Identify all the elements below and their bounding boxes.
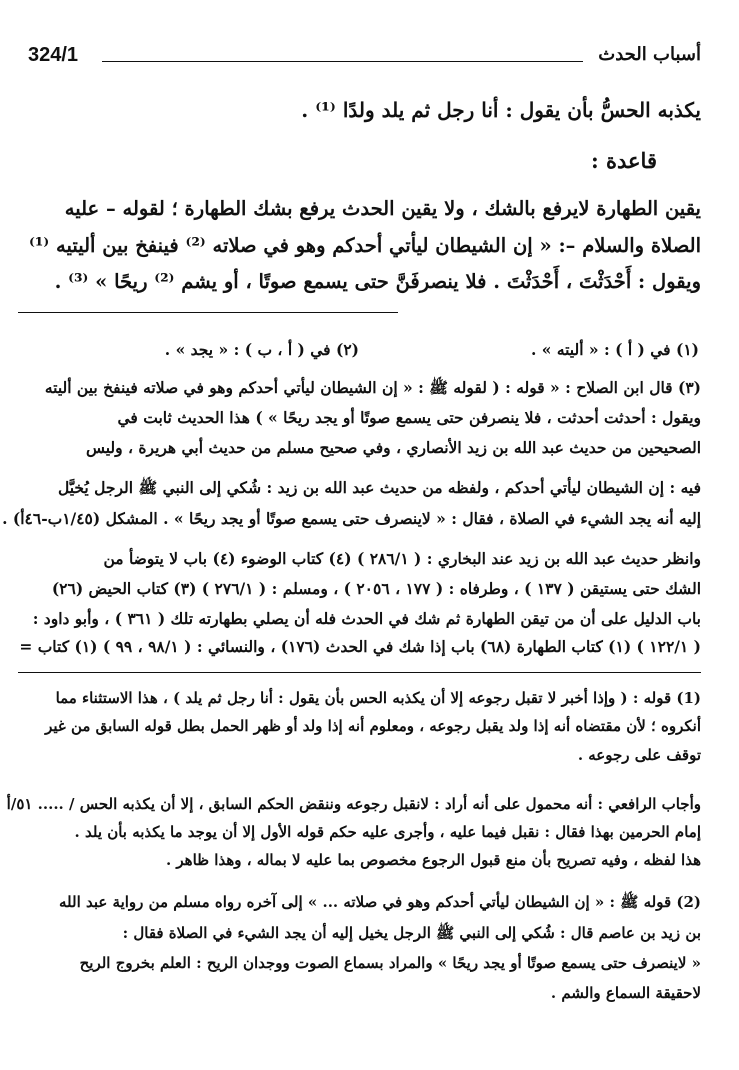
main-text-line-1: يكذبه الحسُّ بأن يقول : أنا رجل ثم يلد ولدًا ⁽¹⁾ .	[301, 98, 701, 122]
commentary-line: إمام الحرمين بهذا فقال : نقبل فيما عليه ، وأجرى عليه حكم قوله الأول إلا أن يوجد ما يكذبه بأن يلد .	[74, 823, 701, 841]
page-number: 324/1	[28, 44, 79, 66]
commentary-line: (2) قوله ﷺ : « إن الشيطان ليأتي أحدكم وهو في صلاته ... » إلى آخره رواه مسلم من رواية عبد الله	[58, 893, 701, 911]
editor-note-line: ( ١٢٢/١ ) (١) كتاب الطهارة (٦٨) باب إذا شك في الحدث (١٧٦) ، والنسائي : ( ٩٨/١ ، ٩٩ ) (١) كتاب =	[19, 637, 701, 656]
commentary-line: توقف على رجوعه .	[577, 746, 701, 764]
editor-note-line: الشك حتى يستيقن ( ١٣٧ ) ، وطرفاه : ( ١٧٧ ، ٢٠٥٦ ) ، ومسلم : ( ٢٧٦/١ ) (٣) كتاب الحيض (٢٦)	[51, 579, 701, 598]
footnote-separator	[18, 312, 398, 313]
editor-note-line: ويقول : أحدثت أحدثت ، فلا ينصرفن حتى يسمع صوتًا أو يجد ريحًا » ) هذا الحديث ثابت في	[117, 408, 701, 427]
header-rule	[102, 61, 583, 62]
main-para-line: ويقول : أَحْدَثْتَ ، أَحْدَثْتَ . فلا ينصرفَنَّ حتى يسمع صوتًا ، أو يشم ⁽²⁾ ريحًا » ⁽³⁾ .	[54, 270, 701, 293]
section-heading: قاعدة :	[590, 148, 657, 173]
editor-note-line: إليه أنه يجد الشيء في الصلاة ، فقال : « لاينصرف حتى يسمع صوتًا أو يجد ريحًا » . المشكل (١/٤٥ب-٤٦أ) .	[2, 509, 701, 528]
commentary-separator	[18, 672, 701, 673]
main-para-line: يقين الطهارة لايرفع بالشك ، ولا يقين الحدث يرفع بشك الطهارة ؛ لقوله – عليه	[64, 197, 701, 220]
commentary-line: لاحقيقة السماع والشم .	[550, 984, 701, 1002]
editor-note-line: وانظر حديث عبد الله بن زيد عند البخاري : ( ٢٨٦/١ ) (٤) كتاب الوضوء (٤) باب لا يتوضأ من	[103, 549, 701, 568]
editor-note-line: باب الدليل على أن من تيقن الطهارة ثم شك في الحدث فله أن يصلي بطهارته تلك ( ٣٦١ ) ، وأبو داود :	[32, 609, 701, 628]
variant-note: (١) في ( أ ) : « أليته » .	[530, 340, 699, 359]
commentary-line: « لاينصرف حتى يسمع صوتًا أو يجد ريحًا » والمراد بسماع الصوت ووجدان الريح : العلم بخروج الريح	[79, 954, 701, 972]
editor-note-line: (٣) قال ابن الصلاح : « قوله : ( لقوله ﷺ : « إن الشيطان ليأتي أحدكم وهو في صلاته فينفخ بين أليته	[44, 378, 701, 397]
commentary-line: أنكروه ؛ لأن مقتضاه أنه إذا ولد يقبل رجوعه ، ومعلوم أنه إذا ولد أو ظهر الحمل بطل قوله السابق من غير	[45, 717, 701, 735]
running-header	[28, 44, 701, 74]
commentary-line: هذا لفظه ، وفيه تصريح بأن منع قبول الرجوع مخصوص بما عليه لا بماله ، وهذا ظاهر .	[165, 851, 701, 869]
variant-note: (٢) في ( أ ، ب ) : « يجد » .	[164, 340, 359, 359]
commentary-line: بن زيد بن عاصم قال : شُكي إلى النبي ﷺ الرجل يخيل إليه أن يجد الشيء في الصلاة فقال :	[122, 924, 701, 942]
running-title: أسباب الحدث	[598, 44, 701, 65]
editor-note-line: فيه : إن الشيطان ليأتي أحدكم ، ولفظه من حديث عبد الله بن زيد : شُكي إلى النبي ﷺ الرجل يُخيَّل	[58, 478, 701, 497]
editor-note-line: الصحيحين من حديث عبد الله بن زيد الأنصاري ، وفي صحيح مسلم من حديث أبي هريرة ، وليس	[85, 438, 701, 457]
commentary-line: وأجاب الرافعي : أنه محمول على أنه أراد : لانقبل رجوعه وننقض الحكم السابق ، إلا أن يكذبه الحس / ..... ٥١/أ	[6, 795, 701, 813]
commentary-line: (1) قوله : ( وإذا أخبر لا تقبل رجوعه إلا أن يكذبه الحس بأن يقول : أنا رجل ثم يلد ) ، هذا الاستثناء مما	[55, 689, 701, 707]
main-para-line: الصلاة والسلام –: « إن الشيطان ليأتي أحدكم وهو في صلاته ⁽²⁾ فينفخ بين أليتيه ⁽¹⁾	[29, 234, 701, 257]
